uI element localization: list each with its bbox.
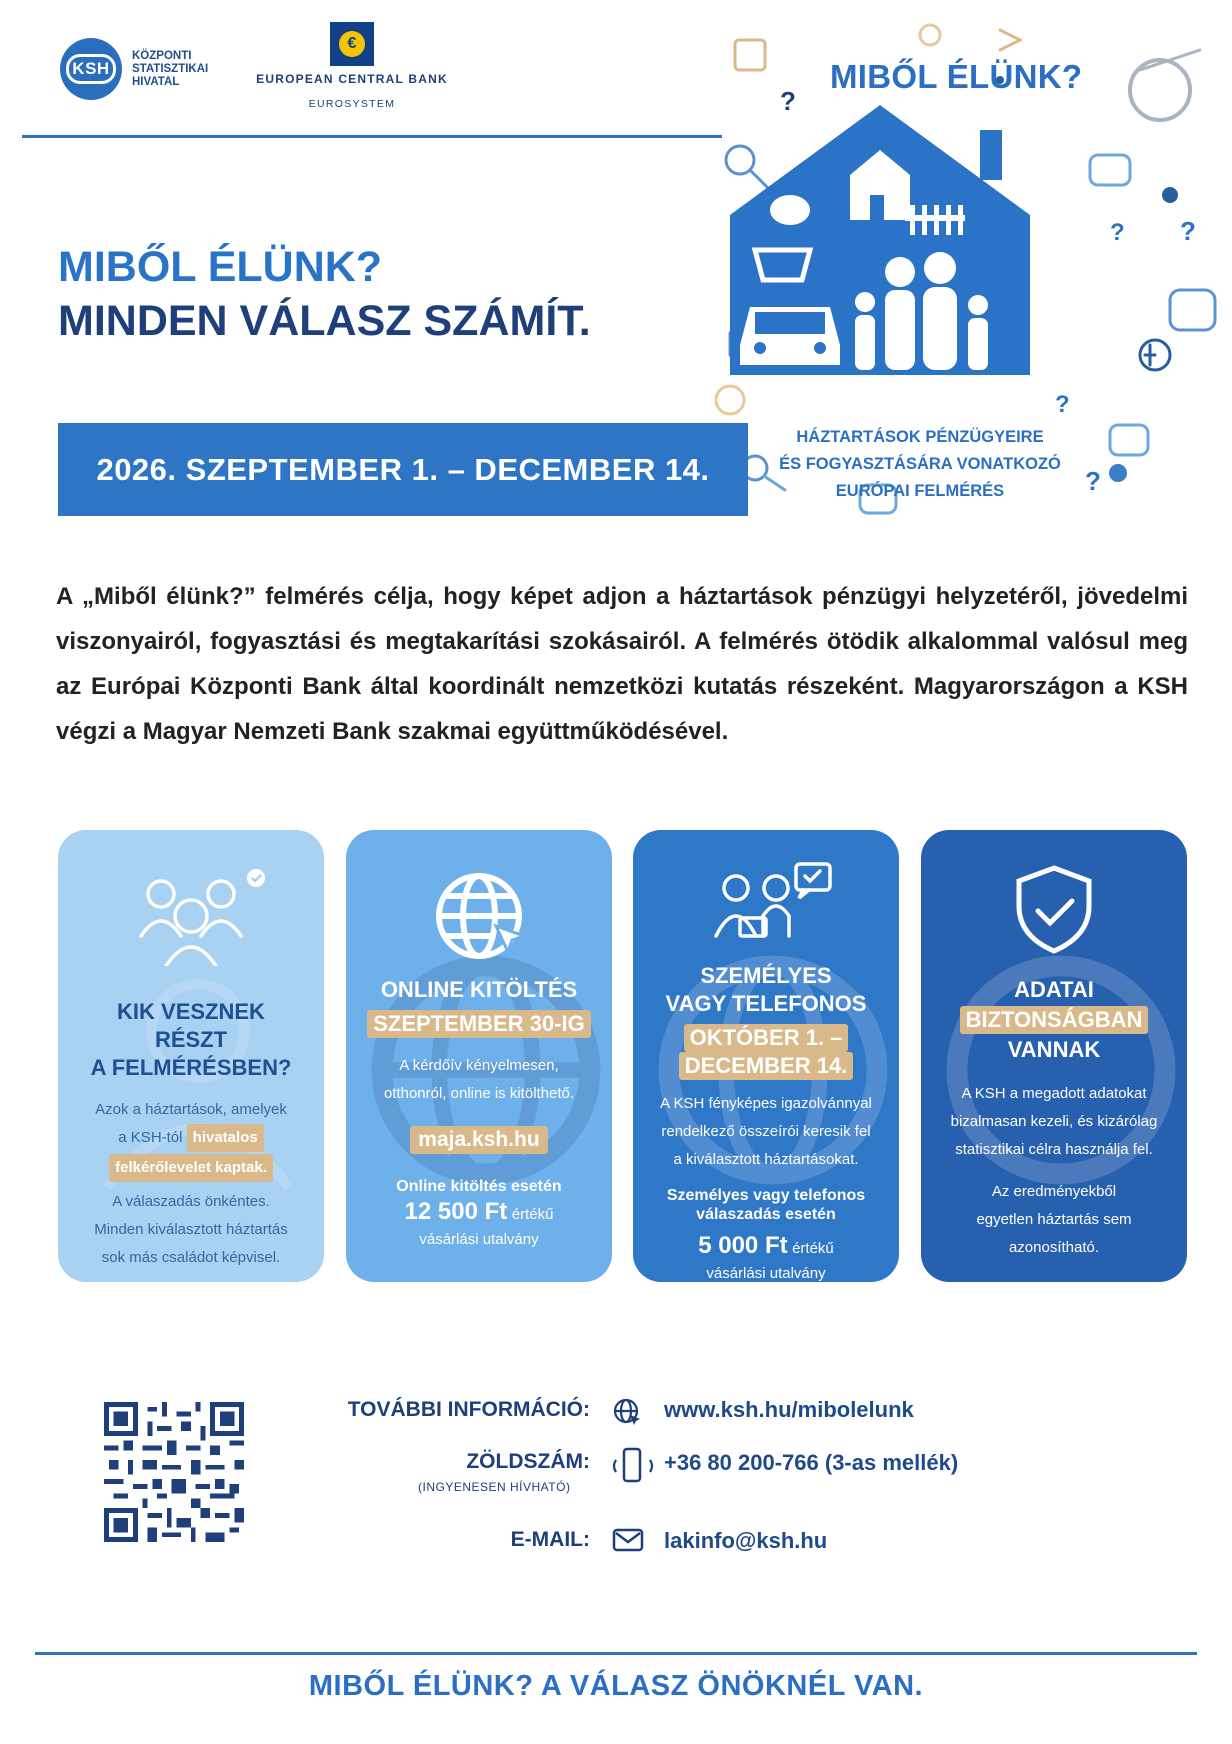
card-text-line: azonosítható. [1008, 1239, 1100, 1256]
card-text-line: Az eredményekből [991, 1183, 1117, 1200]
ksh-name-line: KÖZPONTI [132, 49, 192, 62]
svg-text:?: ? [780, 86, 796, 116]
highlight-secure: BIZTONSÁGBAN [960, 1006, 1149, 1034]
card-text-line: A KSH fényképes igazolvánnyal [660, 1095, 872, 1112]
illustration-title: MIBŐL ÉLÜNK? [830, 58, 1083, 95]
phone-sublabel: (INGYENESEN HÍVHATÓ) [418, 1480, 571, 1494]
card-text-line: a kiválasztott háztartásokat. [673, 1151, 859, 1168]
ksh-logo-icon [60, 38, 122, 100]
main-title-line-2: MINDEN VÁLASZ SZÁMÍT. [58, 297, 591, 345]
card-text-line: bizalmasan kezeli, és kizárólag [950, 1113, 1158, 1130]
card-text-line: rendelkező összeírói keresik fel [661, 1123, 871, 1140]
info-url-link[interactable]: www.ksh.hu/mibolelunk [664, 1397, 914, 1422]
globe-icon [612, 1397, 642, 1427]
ecb-subtitle: EUROSYSTEM [308, 98, 396, 110]
highlight-letter: felkérőlevelet kaptak. [109, 1154, 273, 1182]
survey-illustration [700, 10, 1220, 550]
card-heading-line: SZEMÉLYES [700, 963, 832, 988]
card-text-line: otthonról, online is kitölthető. [383, 1085, 575, 1102]
card-text-line: A kérdőív kényelmesen, [399, 1057, 559, 1074]
card-text-line: statisztikai célra használja fel. [955, 1141, 1153, 1158]
card-heading-1: ADATAI [1014, 977, 1094, 1002]
ksh-name [132, 50, 208, 89]
ksh-logo-text: KSH [72, 59, 110, 78]
ecb-emblem-icon: € [330, 22, 374, 66]
highlight-date-line: OKTÓBER 1. – [684, 1024, 849, 1052]
highlight-deadline: SZEPTEMBER 30-IG [367, 1010, 590, 1038]
reward-description: vásárlási utalvány [419, 1231, 539, 1248]
card-heading: ONLINE KITÖLTÉS [380, 977, 578, 1002]
phone-icon [606, 1446, 658, 1486]
illustration-caption [760, 424, 1080, 505]
people-icon [58, 856, 324, 966]
card-text-line [58, 1154, 324, 1182]
card-text-line: A KSH a megadott adatokat [961, 1085, 1147, 1102]
card-text-line: A válaszadás önkéntes. [112, 1193, 270, 1210]
card-text-2 [921, 1178, 1187, 1262]
ecb-logo [237, 22, 467, 110]
card-participants [58, 830, 324, 1282]
svg-text:?: ? [1110, 219, 1125, 246]
envelope-icon [612, 1527, 644, 1553]
svg-text:?: ? [1180, 216, 1196, 246]
card-personal [633, 830, 899, 1282]
card-heading-line: A FELMÉRÉSBEN? [90, 1055, 292, 1080]
phone-label: ZÖLDSZÁM: [466, 1450, 590, 1473]
card-heading [633, 962, 899, 1018]
card-text-line [58, 1124, 324, 1152]
card-text [633, 1090, 899, 1174]
highlight-dates [633, 1024, 899, 1080]
card-text-line: egyetlen háztartás sem [976, 1211, 1132, 1228]
reward-unit: értékű [511, 1206, 554, 1223]
reward-amount: 12 500 Ft [404, 1198, 508, 1225]
caption-line: ÉS FOGYASZTÁSÁRA VONATKOZÓ [779, 455, 1061, 473]
reward-unit: értékű [792, 1240, 834, 1257]
reward-intro: Online kitöltés esetén [396, 1178, 562, 1195]
reward-amount-line [346, 1198, 612, 1226]
card-text-line: Azok a háztartások, amelyek [95, 1101, 287, 1118]
card-online [346, 830, 612, 1282]
card-text [58, 1096, 324, 1272]
globe-cursor-icon [346, 856, 612, 966]
ksh-name-line: HIVATAL [132, 75, 180, 88]
email-label: E-MAIL: [510, 1528, 590, 1551]
card-heading [58, 998, 324, 1082]
date-range-banner: 2026. SZEPTEMBER 1. – DECEMBER 14. [58, 423, 748, 516]
reward-intro-line: válaszadás esetén [696, 1206, 836, 1223]
card-heading-line: VAGY TELEFONOS [665, 991, 867, 1016]
card-text-line: Minden kiválasztott háztartás [94, 1221, 288, 1238]
reward-amount-line [633, 1232, 899, 1260]
interview-icon [633, 856, 899, 966]
header-divider [22, 135, 722, 138]
card-text [921, 1080, 1187, 1164]
caption-line: HÁZTARTÁSOK PÉNZÜGYEIRE [796, 428, 1044, 446]
ecb-name: EUROPEAN CENTRAL BANK [256, 72, 448, 86]
highlight-official: hivatalos [187, 1124, 264, 1152]
card-security [921, 830, 1187, 1282]
reward-intro [633, 1186, 899, 1224]
caption-line: EURÓPAI FELMÉRÉS [835, 482, 1005, 500]
card-text [346, 1052, 612, 1108]
ksh-name-line: STATISZTIKAI [132, 62, 209, 75]
info-label: TOVÁBBI INFORMÁCIÓ: [347, 1398, 590, 1421]
email-link[interactable]: lakinfo@ksh.hu [664, 1528, 828, 1553]
ksh-logo [60, 38, 208, 100]
reward-description: vásárlási utalvány [706, 1265, 826, 1282]
svg-text:?: ? [1085, 466, 1101, 496]
phone-number-link[interactable]: +36 80 200-766 (3-as mellék) [664, 1450, 959, 1475]
intro-paragraph: A „Miből élünk?” felmérés célja, hogy képet adjon a háztartások pénzügyi helyzetéről, jövedelmi viszonyairól, fogyasztási és megtakarítási szokásairól. A felmérés ötödik alkalommal valósul meg az Európai Központi Bank által koordinált nemzetközi kutatás részeként. Magyarországon a KSH végzi a Magyar Nemzeti Bank szakmai együttműködésével. [56, 583, 1188, 745]
qr-code[interactable] [104, 1402, 244, 1542]
card-text-prefix: a KSH-tól [118, 1129, 183, 1146]
card-heading-line: KIK VESZNEK [117, 999, 265, 1024]
reward-intro-line: Személyes vagy telefonos [666, 1187, 866, 1204]
main-title [58, 240, 591, 348]
highlight-date-line: DECEMBER 14. [679, 1052, 854, 1080]
card-heading-line: RÉSZT [154, 1027, 228, 1052]
survey-url-link[interactable]: maja.ksh.hu [410, 1126, 547, 1154]
footer-divider [35, 1652, 1197, 1655]
card-heading-2: VANNAK [1007, 1037, 1101, 1062]
main-title-line-1: MIBŐL ÉLÜNK? [58, 243, 383, 291]
svg-text:?: ? [1055, 391, 1070, 418]
card-text-line: sok más családot képvisel. [101, 1249, 281, 1266]
shield-check-icon [921, 856, 1187, 966]
reward-amount: 5 000 Ft [698, 1232, 788, 1259]
footer-slogan: MIBŐL ÉLÜNK? A VÁLASZ ÖNÖKNÉL VAN. [308, 1670, 924, 1702]
